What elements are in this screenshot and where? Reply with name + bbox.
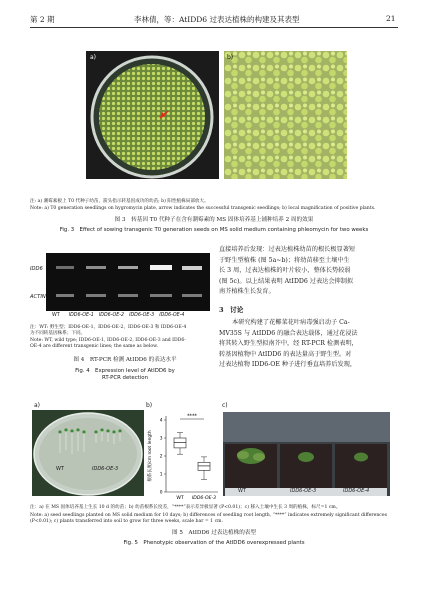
fig3b-label: b)	[227, 54, 234, 61]
fig5c-oe4-label: IDD6-OE-4	[343, 488, 370, 494]
fig5c-wt-label: WT	[238, 488, 246, 494]
fig5-note-cn: 注：a) 在 MS 固体培养基上生长 10 d 的幼苗；b) 幼苗根系长度差，“****”表示差异极显著 (P<0.01)；c) 移入土壤中生长 3 周的植株，标尺=1 cm。	[30, 505, 341, 510]
fig3b-closeup-photo	[224, 51, 347, 179]
fig4-row-actin: ACTIN	[30, 294, 46, 300]
fig4-lane-wt: WT	[52, 313, 60, 318]
fig4-caption-en-2: RT-PCR detection	[101, 375, 149, 381]
fig5-caption-cn: 图 5 AtIDD6 过表达植株的表型	[172, 530, 256, 536]
fig5b-boxplot	[146, 406, 220, 502]
fig5b-xtick-oe: IDD6-OE-3	[191, 496, 217, 501]
box-iqr	[174, 438, 186, 448]
fig4-note-en-2: OE-4 are different transgenic lines; the same as below.	[30, 344, 158, 349]
fig4-note-cn-2: 为不同转基因株系；下同。	[30, 331, 86, 336]
fig5a-label: a)	[34, 402, 41, 409]
fig5b-ytick-label: 1	[159, 472, 163, 478]
results-line: 直接培养后发现：过表达植株幼苗的根长极显著短	[219, 246, 356, 253]
discussion-line: 将其转入野生型拟南芥中，经 RT-PCR 检测表明，	[219, 340, 358, 348]
discussion-line: 本研究构建了花椰菜花叶病毒强启动子 Ca-	[232, 319, 350, 326]
fig4-caption-cn: 图 4 RT-PCR 检测 AtIDD6 的表达水平	[73, 357, 177, 363]
fig5b-y-axis-label: 根系长度/cm root length	[148, 430, 153, 482]
discussion-paragraph	[219, 318, 405, 371]
fig5a-plate-photo	[32, 410, 144, 496]
fig4-lane-labels	[46, 313, 216, 318]
fig5-note-en-1: Note: a) seed seedlings planted on MS solid medium for 10 days; b) differences of seedling root length, “****” indicates extremely significant differences	[30, 513, 387, 518]
fig3-note-en: Note: a) T0 generation seedlings on hygromycin plate, arrow indicates the successful transgenic seedlings; b) local magnification of positive plants.	[30, 206, 376, 211]
results-line: 于野生型植株 (图 5a~b)；将幼苗移至土壤中生	[219, 256, 350, 264]
results-line: 南芥植株生长发育。	[219, 288, 275, 296]
fig3-caption-en: Fig. 3 Effect of sowing transgenic T0 generation seeds on MS solid medium containing phleomycin for two weeks	[59, 227, 369, 233]
fig5-note-en-2: (P<0.01); c) plants transferred into soil to grow for three weeks, scale bar = 1 cm.	[30, 519, 223, 524]
fig4-row-idd6: IDD6	[30, 266, 43, 272]
results-line: (图 5c)。以上结果表明 AtIDD6 过表达会抑制拟	[219, 277, 354, 285]
fig3a-plate-photo	[86, 51, 219, 179]
fig5b-label: b)	[146, 402, 153, 409]
fig5a-oe-label: IDD6-OE-3	[92, 466, 119, 472]
fig4-gel-image	[46, 253, 210, 311]
discussion-line: 过表达植物 IDD6-OE 种子进行垂直培养后发现，	[219, 361, 357, 369]
fig5c-oe3-label: IDD6-OE-3	[290, 488, 317, 494]
fig5b-ytick-label: 2	[159, 454, 163, 460]
fig4-lane-oe3: IDD6-OE-3	[129, 313, 155, 318]
results-line: 长 3 周，过表达植株的叶片较小，整体长势较弱	[219, 267, 351, 275]
discussion-line: 转基因植物中 AtIDD6 的表达量高于野生型。对	[219, 350, 352, 358]
fig4-caption-en-1: Fig. 4 Expression level of AtIDD6 by	[75, 368, 175, 374]
fig5b-significance: ****	[187, 413, 197, 420]
fig5c-label: c)	[222, 402, 228, 409]
discussion-heading: 3 讨论	[219, 306, 244, 314]
discussion-line: MV35S 与 AtIDD6 的融合表达载体，通过花浸法	[219, 329, 358, 337]
running-title: 李林倩，等：AtIDD6 过表达植株的构建及其表型	[134, 15, 300, 24]
fig4-note-en-1: Note: WT, wild type; IDD6-OE-1, IDD6-OE-2, IDD6-OE-3 and IDD6-	[30, 338, 186, 343]
fig3-caption-cn: 图 3 转基因 T0 代种子在含有潮霉素的 MS 固体培养基上铺种培养 2 周的效果	[114, 217, 314, 223]
fig5b-ytick-label: 4	[159, 418, 163, 424]
page-number: 21	[386, 14, 396, 23]
header-rule	[30, 27, 398, 28]
fig5b-ytick-label: 3	[159, 436, 163, 442]
fig4-lane-oe2: IDD6-OE-2	[98, 313, 125, 318]
box-iqr	[198, 462, 210, 470]
issue-number: 第 2 期	[30, 15, 55, 24]
fig4-lane-oe1: IDD6-OE-1	[68, 313, 94, 318]
fig4-note-cn-1: 注：WT: 野生型；IDD6-OE-1、IDD6-OE-2、IDD6-OE-3 和 IDD6-OE-4	[30, 325, 187, 330]
fig5b-xtick-wt: WT	[176, 496, 184, 501]
fig4-lane-oe4: IDD6-OE-4	[159, 313, 185, 318]
fig3a-label: a)	[90, 54, 97, 61]
fig5b-ytick-label: 0	[159, 490, 163, 496]
results-paragraph	[219, 245, 401, 298]
fig5a-wt-label: WT	[56, 466, 64, 472]
fig5-caption-en: Fig. 5 Phenotypic observation of the AtIDD6 overexpressed plants	[123, 540, 305, 546]
fig3-note-cn: 注: a) 潮霉素板上 T0 代种子幼苗，箭头指示转基因成功的幼苗; b) 阳性植株局部放大。	[30, 199, 209, 204]
fig5c-pots-photo	[223, 412, 390, 496]
